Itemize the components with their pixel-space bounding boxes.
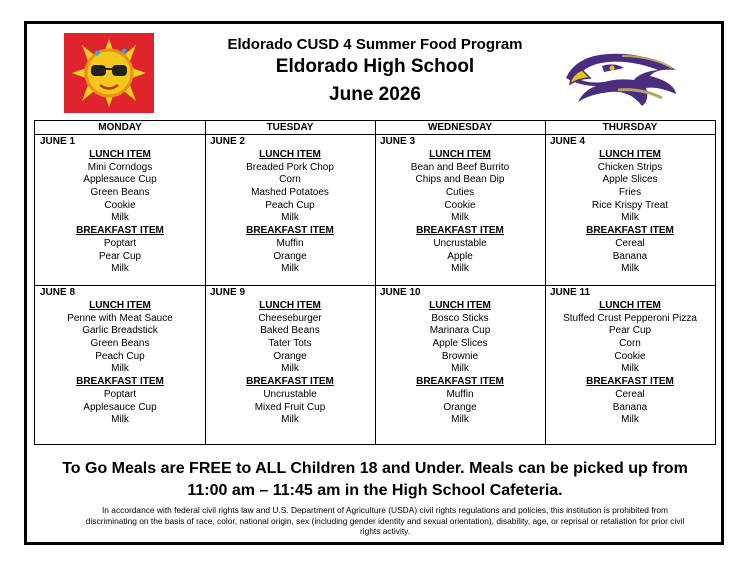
lunch-item: Cuties <box>445 187 475 199</box>
day-header-tuesday: TUESDAY <box>266 122 314 133</box>
breakfast-item: Poptart <box>103 237 137 249</box>
lunch-item: Milk <box>451 212 469 224</box>
lunch-item: Green Beans <box>90 187 150 199</box>
breakfast-item: Applesauce Cup <box>83 401 157 413</box>
breakfast-item: Milk <box>111 263 129 275</box>
lunch-item: Peach Cup <box>95 350 145 362</box>
breakfast-item: Milk <box>451 263 469 275</box>
day-date: JUNE 9 <box>210 287 246 298</box>
lunch-item: Cookie <box>444 199 476 211</box>
lunch-item: Marinara Cup <box>429 325 491 337</box>
lunch-item: Milk <box>111 363 129 375</box>
breakfast-item: Poptart <box>103 388 137 400</box>
breakfast-item: Milk <box>281 414 299 426</box>
lunch-item: Apple Slices <box>602 174 658 186</box>
meal-notice-line2: 11:00 am – 11:45 am in the High School Cafeteria. <box>187 482 563 499</box>
breakfast-item: Milk <box>281 263 299 275</box>
day-date: JUNE 2 <box>210 136 246 147</box>
breakfast-item: Banana <box>612 250 648 262</box>
lunch-section-label: LUNCH ITEM <box>429 300 491 311</box>
breakfast-item: Uncrustable <box>263 388 317 400</box>
day-date: JUNE 4 <box>550 136 586 147</box>
lunch-item: Cookie <box>614 350 646 362</box>
menu-day-cell <box>375 135 545 285</box>
lunch-section-label: LUNCH ITEM <box>89 149 151 160</box>
day-header-thursday: THURSDAY <box>602 122 658 133</box>
lunch-item: Cheeseburger <box>258 312 322 324</box>
meal-notice-line1: To Go Meals are FREE to ALL Children 18 and Under. Meals can be picked up from <box>62 460 688 477</box>
breakfast-item: Cereal <box>615 388 645 400</box>
breakfast-item: Milk <box>621 263 639 275</box>
breakfast-section-label: BREAKFAST ITEM <box>76 376 164 388</box>
breakfast-item: Orange <box>273 250 307 262</box>
menu-day-cell <box>545 135 715 285</box>
lunch-item: Breaded Pork Chop <box>246 161 334 173</box>
lunch-item: Fries <box>618 187 642 199</box>
breakfast-item: Orange <box>443 401 477 413</box>
lunch-section-label: LUNCH ITEM <box>599 149 661 160</box>
day-header-wednesday: WEDNESDAY <box>427 122 493 133</box>
nondiscrimination-statement: In accordance with federal civil rights law and U.S. Department of Agriculture (USDA) civil rights regulations and policies, this institution is prohibited from discriminating on the basis of race, color, national origin, sex (including gender identity and sexual orientation), disability, age, or reprisal or retaliation for prior civil rights activity. <box>85 505 685 536</box>
day-date: JUNE 10 <box>380 287 421 298</box>
menu-table <box>34 120 716 445</box>
menu-day-cell <box>35 135 205 285</box>
program-title: Eldorado CUSD 4 Summer Food Program <box>227 36 523 53</box>
meal-notice <box>0 458 750 502</box>
day-menu-items <box>35 300 205 427</box>
breakfast-section-label: BREAKFAST ITEM <box>416 376 504 388</box>
lunch-item: Corn <box>279 174 301 186</box>
breakfast-section-label: BREAKFAST ITEM <box>246 376 334 388</box>
day-menu-items <box>375 149 545 276</box>
breakfast-section-label: BREAKFAST ITEM <box>586 225 674 237</box>
lunch-item: Peach Cup <box>265 199 315 211</box>
breakfast-item: Banana <box>612 401 648 413</box>
lunch-item: Cookie <box>104 199 136 211</box>
day-date: JUNE 3 <box>380 136 416 147</box>
day-date: JUNE 8 <box>40 287 76 298</box>
menu-day-cell <box>205 135 375 285</box>
breakfast-item: Mixed Fruit Cup <box>254 401 326 413</box>
breakfast-item: Apple <box>447 250 473 262</box>
day-date: JUNE 1 <box>40 136 76 147</box>
day-menu-items <box>205 149 375 276</box>
breakfast-item: Muffin <box>276 237 304 249</box>
lunch-item: Pear Cup <box>608 325 652 337</box>
lunch-item: Garlic Breadstick <box>82 325 158 337</box>
lunch-item: Applesauce Cup <box>83 174 157 186</box>
lunch-item: Stuffed Crust Pepperoni Pizza <box>563 312 697 324</box>
lunch-section-label: LUNCH ITEM <box>429 149 491 160</box>
lunch-item: Milk <box>451 363 469 375</box>
lunch-item: Milk <box>621 212 639 224</box>
breakfast-section-label: BREAKFAST ITEM <box>246 225 334 237</box>
menu-day-cell <box>545 286 715 436</box>
lunch-item: Milk <box>281 363 299 375</box>
menu-day-cell <box>375 286 545 436</box>
lunch-section-label: LUNCH ITEM <box>259 300 321 311</box>
breakfast-item: Uncrustable <box>433 237 487 249</box>
breakfast-section-label: BREAKFAST ITEM <box>416 225 504 237</box>
lunch-item: Orange <box>273 350 307 362</box>
lunch-section-label: LUNCH ITEM <box>89 300 151 311</box>
menu-day-cell <box>35 286 205 436</box>
lunch-item: Milk <box>621 363 639 375</box>
breakfast-item: Cereal <box>615 237 645 249</box>
lunch-item: Milk <box>111 212 129 224</box>
day-menu-items <box>375 300 545 427</box>
lunch-item: Mini Corndogs <box>87 161 153 173</box>
lunch-item: Mashed Potatoes <box>251 187 329 199</box>
lunch-section-label: LUNCH ITEM <box>599 300 661 311</box>
lunch-item: Bean and Beef Burrito <box>410 161 510 173</box>
lunch-item: Brownie <box>441 350 479 362</box>
day-menu-items <box>205 300 375 427</box>
day-menu-items <box>35 149 205 276</box>
lunch-item: Rice Krispy Treat <box>591 199 669 211</box>
breakfast-section-label: BREAKFAST ITEM <box>76 225 164 237</box>
day-menu-items <box>545 300 715 427</box>
lunch-item: Milk <box>281 212 299 224</box>
day-date: JUNE 11 <box>550 287 591 298</box>
breakfast-item: Pear Cup <box>98 250 142 262</box>
lunch-item: Tater Tots <box>268 338 312 350</box>
lunch-item: Corn <box>619 338 641 350</box>
lunch-item: Apple Slices <box>432 338 488 350</box>
lunch-item: Green Beans <box>90 338 150 350</box>
breakfast-item: Milk <box>111 414 129 426</box>
day-header-monday: MONDAY <box>98 122 142 133</box>
month-title: June 2026 <box>329 84 421 105</box>
lunch-item: Chicken Strips <box>597 161 663 173</box>
breakfast-item: Muffin <box>446 388 474 400</box>
lunch-item: Chips and Bean Dip <box>415 174 505 186</box>
breakfast-item: Milk <box>451 414 469 426</box>
lunch-item: Baked Beans <box>260 325 320 337</box>
school-title: Eldorado High School <box>275 56 475 77</box>
lunch-item: Penne with Meat Sauce <box>67 312 173 324</box>
menu-day-cell <box>205 286 375 436</box>
lunch-item: Bosco Sticks <box>431 312 489 324</box>
breakfast-section-label: BREAKFAST ITEM <box>586 376 674 388</box>
breakfast-item: Milk <box>621 414 639 426</box>
day-menu-items <box>545 149 715 276</box>
lunch-section-label: LUNCH ITEM <box>259 149 321 160</box>
